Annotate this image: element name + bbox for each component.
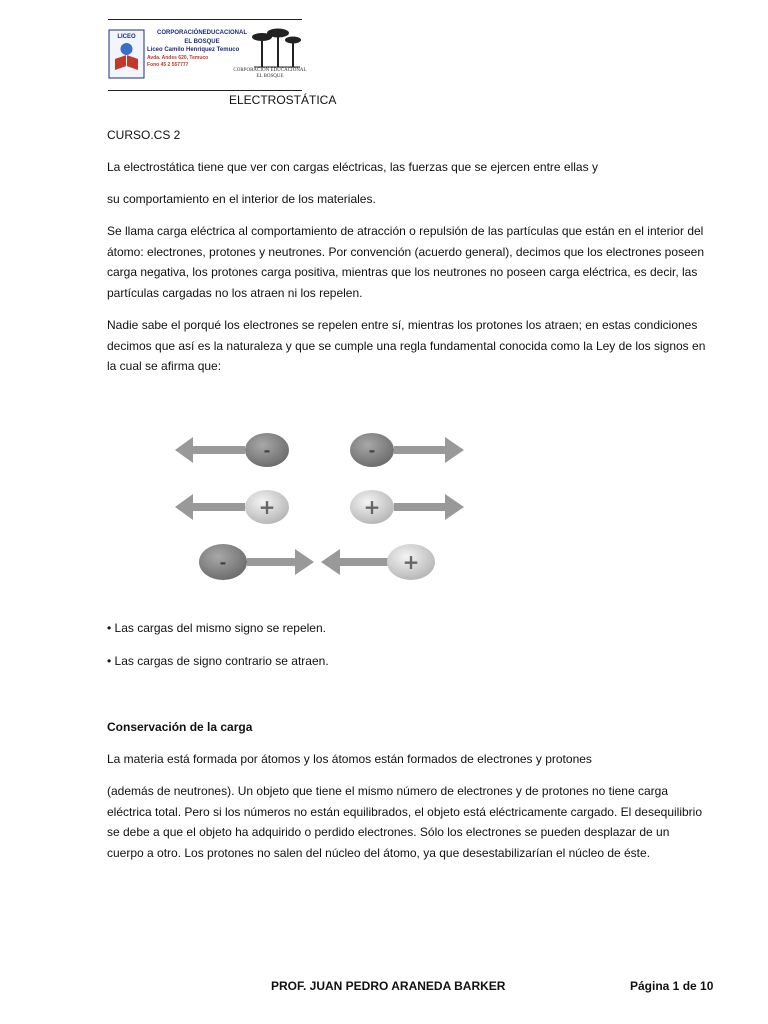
- trees-logo: [250, 27, 302, 69]
- footer-author: PROF. JUAN PEDRO ARANEDA BARKER: [271, 979, 506, 993]
- header-school-info: [147, 29, 257, 70]
- bullet-opposite-sign: • Las cargas de signo contrario se atraen.: [107, 654, 329, 668]
- course-label: CURSO.CS 2: [107, 128, 181, 142]
- arrow-left-3: [321, 549, 388, 575]
- row-positive-positive: [175, 490, 464, 524]
- intro-lead: La electrostática: [107, 160, 195, 174]
- intro-paragraph-line-2: su comportamiento en el interior de los materiales.: [107, 192, 376, 206]
- row-negative-negative: [175, 433, 464, 467]
- header-bottom-rule: [108, 90, 302, 91]
- charge-definition-paragraph: Se llama carga eléctrica al comportamiento de atracción o repulsión de las partículas que están en el interior del átomo: electrones, protones y neutrones. Por convención (acuerdo general), decimos que los electrones poseen carga negativa, los protones carga positiva, mientras que los neutrones no poseen carga eléctrica, es decir, las partículas cargadas no los atraen ni los repelen.: [107, 224, 705, 300]
- arrow-left-2: [175, 494, 245, 520]
- minus-sign-2: -: [368, 441, 376, 460]
- school-address: Avda. Andes 620, Temuco: [147, 54, 209, 61]
- document-title: ELECTROSTÁTICA: [229, 93, 337, 107]
- minus-sign-3: -: [219, 553, 227, 572]
- org-name-line-2: EL BOSQUE: [184, 38, 220, 45]
- arrow-right-3: [247, 549, 314, 575]
- charge-balance-paragraph: (además de neutrones). Un objeto que tiene el mismo número de electrones y de protones no tiene carga eléctrica total. Pero si los números no están equilibrados, el objeto está eléctricamente cargado. El desequilibrio se debe a que el objeto ha adquirido o perdido electrones. Sólo los electrones se pueden desplazar de un cuerpo a otro. Los protones no salen del núcleo del átomo, ya que desestabilizarían el núcleo de éste.: [107, 784, 702, 860]
- arrow-right-1: [394, 437, 464, 463]
- school-name: Liceo Camilo Henríquez Temuco: [147, 47, 240, 53]
- org-name-line-1: CORPORACIÓNEDUCACIONAL: [157, 30, 247, 36]
- second-logo-line-2: EL BOSQUE: [256, 74, 284, 79]
- law-of-signs-paragraph: Nadie sabe el porqué los electrones se repelen entre sí, mientras los protones los atraen; en estas condiciones decimos que así es la naturaleza y que se cumple una regla fundamental conocida como la Ley de los signos en la cual se afirma que:: [107, 318, 706, 373]
- school-crest-logo: [108, 29, 145, 79]
- second-logo-line-1: CORPORACIÓN EDUCACIONAL: [233, 68, 307, 73]
- school-phone: Fono 45 2 557777: [147, 62, 189, 68]
- footer-page-number: Página 1 de 10: [630, 979, 714, 993]
- intro-paragraph-line-1: [107, 157, 707, 178]
- second-logo-caption: [230, 68, 310, 80]
- row-negative-positive: [199, 544, 435, 580]
- arrow-right-2: [394, 494, 464, 520]
- matter-paragraph-line-1: La materia está formada por átomos y los átomos están formados de electrones y protones: [107, 752, 592, 766]
- plus-sign-3: +: [402, 550, 420, 574]
- intro-rest: tiene que ver con cargas eléctricas, las fuerzas que se ejercen entre ellas y: [194, 160, 598, 174]
- section-heading-charge-conservation: Conservación de la carga: [107, 720, 253, 734]
- arrow-left-1: [175, 437, 245, 463]
- plus-sign-2: +: [363, 495, 381, 519]
- plus-sign-1: +: [258, 495, 276, 519]
- header-top-rule: [108, 19, 302, 20]
- minus-sign-1: -: [263, 441, 271, 460]
- bullet-same-sign: • Las cargas del mismo signo se repelen.: [107, 621, 326, 635]
- crest-label: LICEO: [117, 34, 136, 40]
- charges-diagram: [175, 423, 470, 587]
